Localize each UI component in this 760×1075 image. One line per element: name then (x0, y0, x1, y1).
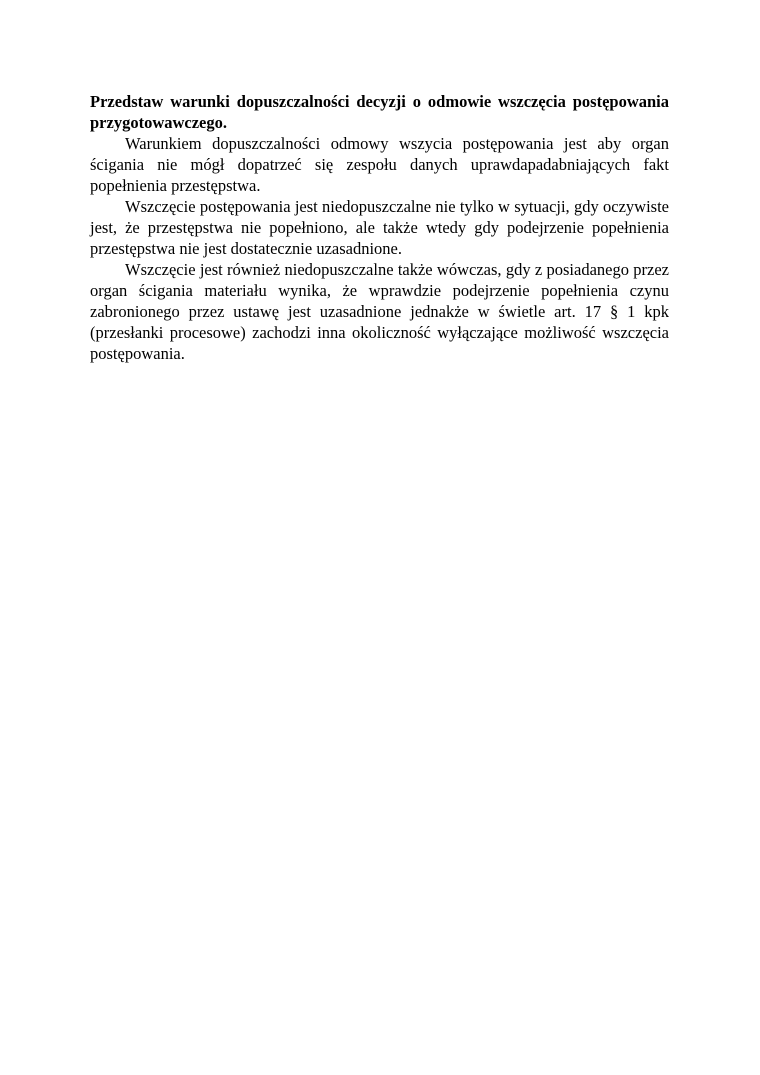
answer-paragraph-2: Wszczęcie postępowania jest niedopuszczalne nie tylko w sytuacji, gdy oczywiste jest, że przestępstwa nie popełniono, ale także wtedy gdy podejrzenie popełnienia przestępstwa nie jest dostatecznie uzasadnione. (90, 197, 669, 258)
answer-paragraph-1: Warunkiem dopuszczalności odmowy wszycia postępowania jest aby organ ścigania nie mógł dopatrzeć się zespołu danych uprawdapadabniających fakt popełnienia przestępstwa. (90, 134, 669, 195)
answer-paragraph-3: Wszczęcie jest również niedopuszczalne także wówczas, gdy z posiadanego przez organ ścigania materiału wynika, że wprawdzie podejrzenie popełnienia czynu zabronionego przez ustawę jest uzasadnione jednakże w świetle art. 17 § 1 kpk (przesłanki procesowe) zachodzi inna okoliczność wyłączające możliwość wszczęcia postępowania. (90, 260, 669, 363)
document-body (90, 91, 669, 364)
question-heading: Przedstaw warunki dopuszczalności decyzji o odmowie wszczęcia postępowania przygotowawczego. (90, 92, 669, 132)
